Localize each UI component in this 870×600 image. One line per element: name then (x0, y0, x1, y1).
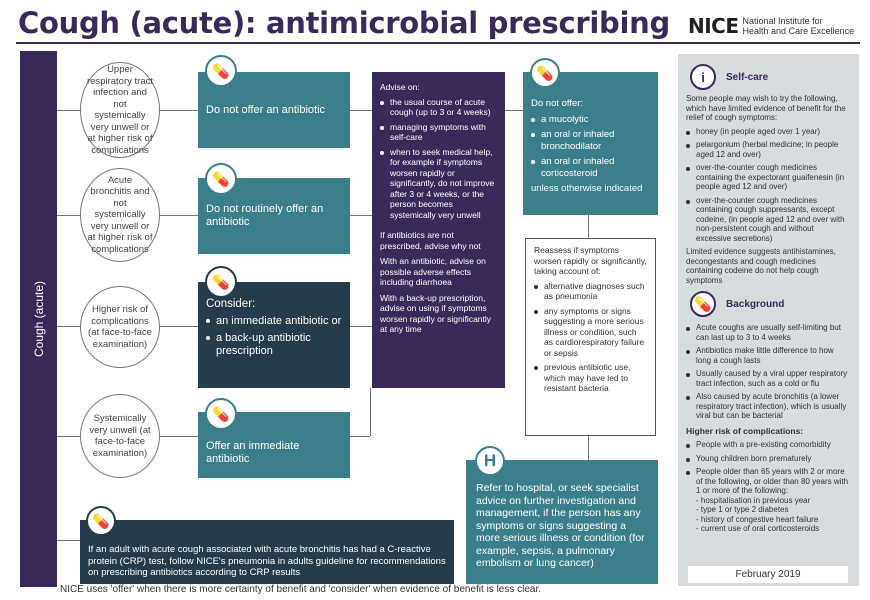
logo-mark: NICE (688, 14, 739, 38)
nice-logo (688, 14, 854, 38)
offer-immediate-box: Offer an immediate antibiotic (198, 412, 350, 478)
antibiotic-icon: 💊 (690, 291, 716, 317)
title-rule (16, 42, 860, 44)
no-antibiotic-icon: 💊 (205, 55, 237, 87)
refer-box: Refer to hospital, or seek specialist advice on further investigation and management, if the person has any symptoms or signs suggesting a more serious illness or condition (for example, sepsis, a pulmonary embolism or lung cancer) (466, 460, 658, 584)
connector (588, 436, 589, 460)
connector (57, 326, 81, 327)
background-heading: Background (726, 298, 785, 310)
antibiotic-alert-icon: 💊 (205, 398, 237, 430)
connector (160, 215, 198, 216)
criteria-circle-higher-risk: Higher risk of complications (at face-to-face examination) (80, 286, 160, 368)
logo-text: National Institute for Health and Care Excellence (742, 16, 855, 36)
selfcare-intro: Some people may wish to try the following, which have limited evidence of benefit for the relief of cough symptoms: (686, 94, 846, 122)
info-panel: i Self-care Some people may wish to try the following, which have limited evidence of benefit for the relief of cough symptoms: honey (in people aged over 1 year) pelargonium (herbal medicine; in people aged 12 and over) over-the-counter cough medicines containing the expectorant guaifenesin (in people aged 12 and over) over-the-counter cough medicines containing cough suppressants, except codeine, (in people aged 12 and over with non-persistent cough and without excessive secretions) Limited evidence suggests antihistamines, decongestants and cough medicines containing codeine do not help cough symptoms 💊 Background Acute coughs are usually self-limiting but can last up to 3 to 4 weeks Antibiotics make little difference to how long a cough lasts Usually caused by a viral upper respiratory tract infection, such as a cold or flu Also caused by acute bronchitis (a lower respiratory tract infection), which is usually viral but can be bacterial Higher risk of complications: People with a pre-existing comorbidity Young children born prematurely People older than 65 years with 2 or more of the following, or older than 80 years with 1 or more of the following: - hospitalisation in previous year - type 1 or type 2 diabetes - history of congestive heart failure - current use of oral corticosteroids (678, 54, 859, 586)
criteria-circle-unwell: Systemically very unwell (at face-to-face examination) (80, 394, 160, 478)
connector (350, 110, 372, 111)
antibiotic-icon: 💊 (86, 506, 116, 536)
footer-note: NICE uses 'offer' when there is more certainty of benefit and 'consider' when evidence of benefit is less clear. (60, 584, 542, 595)
consider-antibiotic-icon: 💊 (205, 266, 237, 298)
connector (350, 436, 370, 437)
selfcare-heading: Self-care (726, 71, 769, 83)
reassess-box: Reassess if symptoms worsen rapidly or significantly, taking account of: alternative diagnoses such as pneumonia any symptoms or signs suggesting a more serious illness or condition, such as cardiorespiratory failure or sepsis previous antibiotic use, which may have led to resistant bacteria (525, 238, 656, 436)
no-antibiotic-icon: 💊 (205, 163, 237, 195)
connector (57, 215, 81, 216)
sidebar (20, 51, 57, 587)
connector (505, 110, 523, 111)
info-icon: i (690, 64, 716, 90)
criteria-circle-urti: Upper respiratory tract infection and not systemically very unwell or at higher risk of complications (80, 62, 160, 158)
connector (57, 436, 81, 437)
connector (350, 215, 372, 216)
connector (588, 215, 589, 238)
connector (158, 110, 198, 111)
no-medicine-icon: 💊 (530, 58, 560, 88)
crp-box: If an adult with acute cough associated with acute bronchitis has had a C-reactive protein (CRP) test, follow NICE's pneumonia in adults guideline for recommendations on prescribing antibiotics according to CRP results (80, 520, 454, 584)
connector (57, 540, 81, 541)
hospital-icon: H (475, 446, 505, 476)
connector (370, 388, 371, 436)
publication-date: February 2019 (688, 566, 848, 583)
do-not-offer-box: Do not offer an antibiotic (198, 72, 350, 148)
advise-box: Advise on: the usual course of acute cough (up to 3 or 4 weeks) managing symptoms with self-care when to seek medical help, for example if symptoms worsen rapidly or significantly, do not improve after 3 or 4 weeks, or the person becomes systemically very unwell If antibiotics are not prescribed, advise why not With an antibiotic, advise on possible adverse effects including diarrhoea With a back-up prescription, advise on using if symptoms worsen rapidly or significantly at any time (372, 72, 505, 388)
consider-box: Consider: an immediate antibiotic or a back-up antibiotic prescription (198, 282, 350, 388)
connector (350, 326, 372, 327)
page-title: Cough (acute): antimicrobial prescribing (18, 6, 670, 40)
connector (57, 110, 81, 111)
sidebar-label: Cough (acute) (31, 280, 46, 358)
connector (160, 326, 198, 327)
do-not-routinely-box: Do not routinely offer an antibiotic (198, 178, 350, 254)
criteria-circle-bronchitis: Acute bronchitis and not systemically very unwell or at higher risk of complications (80, 168, 160, 262)
connector (160, 436, 198, 437)
risk-heading: Higher risk of complications: (686, 425, 804, 436)
do-not-offer-meds-box: Do not offer: a mucolytic an oral or inhaled bronchodilator an oral or inhaled corticosteroid unless otherwise indicated (523, 72, 658, 215)
